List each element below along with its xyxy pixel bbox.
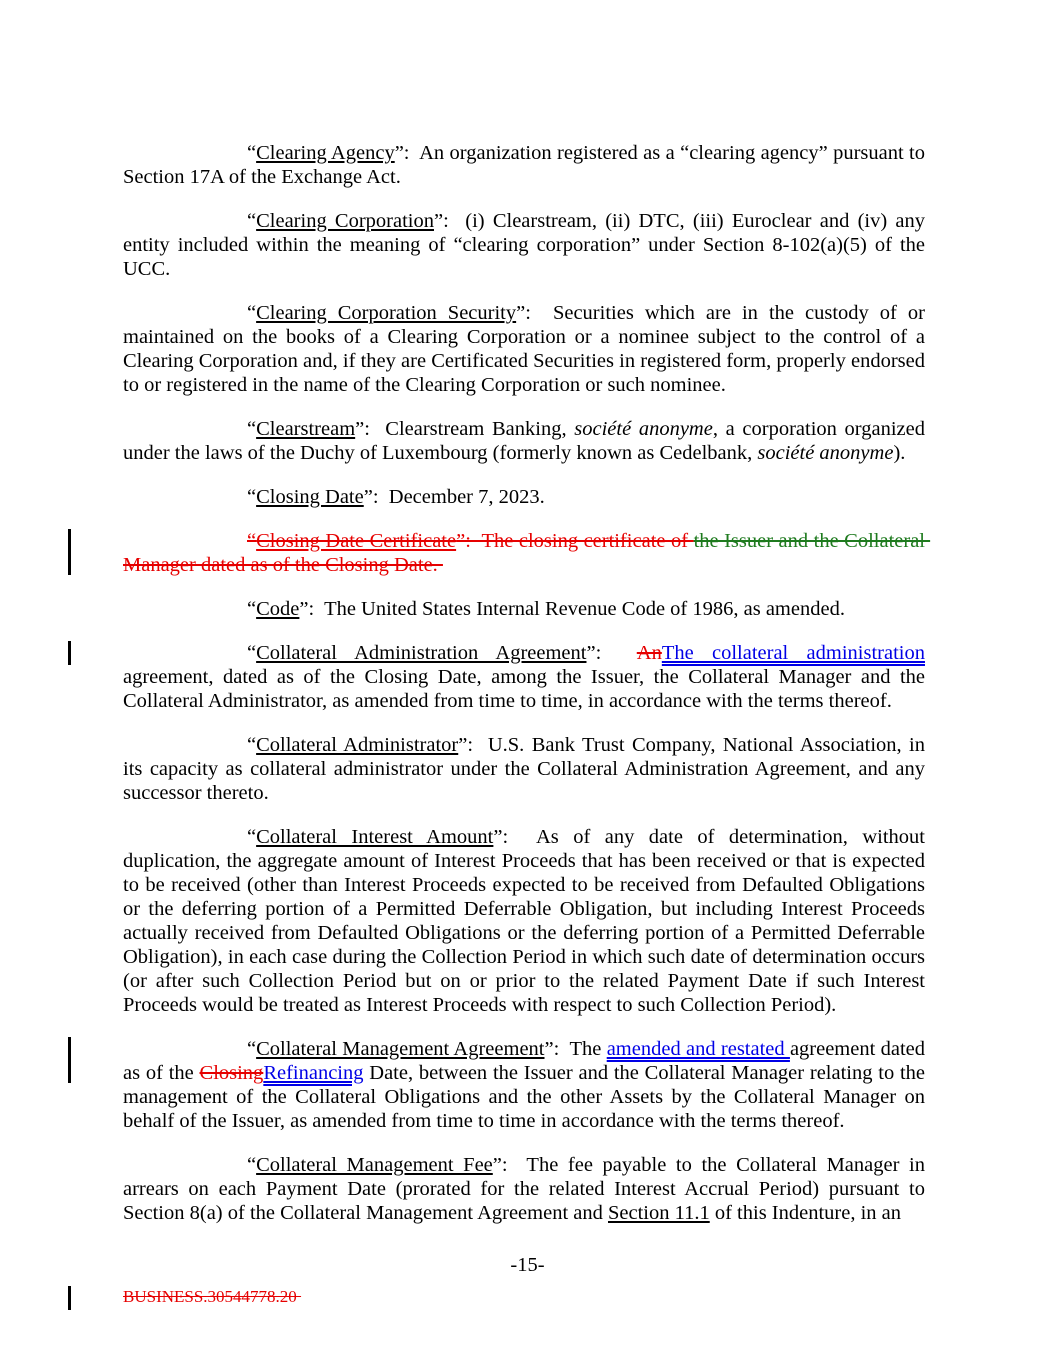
def-collateral-administrator <box>123 733 931 805</box>
body-text: “ <box>247 210 257 232</box>
defined-term: Code <box>256 598 300 620</box>
deleted-text: “ <box>247 530 257 552</box>
body-text: ”: The United States Internal Revenue Code of 1986, as amended. <box>299 598 845 620</box>
body-text: ”: As of any date of determination, without duplication, the aggregate amount of Interest Proceeds that has been received or that is expected to be received (other than Interest Proceeds expected to be received from Defaulted Obligations or the deferring portion of a Permitted Deferrable Obligation, but including Interest Proceeds actually received from Defaulted Obligations or the deferring portion of a Permitted Deferrable Obligation), in each case during the Collection Period in which such date of determination occurs (or after such Collection Period but on or prior to the related Payment Date if such Interest Proceeds would be treated as Interest Proceeds with respect to such Collection Period). <box>123 826 931 1016</box>
body-text: “ <box>247 826 257 848</box>
defined-term: Closing Date <box>256 486 364 508</box>
change-bar <box>68 529 71 575</box>
defined-term: Collateral Administrator <box>256 734 459 756</box>
page-number: -15- <box>510 1254 545 1276</box>
deleted-text: Manager dated as of the Closing Date. <box>123 554 443 576</box>
footer-document-id: BUSINESS.30544778.20 <box>123 1287 302 1306</box>
body-text: , a corporation organized under the laws of the Duchy of Luxembourg (formerly known as Cedelbank, <box>123 418 931 464</box>
def-collateral-interest-amount <box>123 825 931 1017</box>
def-clearing-corporation <box>123 209 931 281</box>
body-text: ”: The fee payable to the Collateral Manager in arrears on each Payment Date (prorated for the related Interest Accrual Period) pursuant to Section 8(a) of the Collateral Management Agreement and <box>123 1154 931 1224</box>
def-clearstream <box>123 417 931 465</box>
def-closing-date-certificate-deleted <box>123 529 931 577</box>
document-body <box>123 141 931 1245</box>
italic-term: société anonyme <box>757 442 894 464</box>
def-collateral-management-fee <box>123 1153 931 1225</box>
def-code <box>123 597 925 621</box>
change-bar <box>68 641 71 665</box>
defined-term: Collateral Administration Agreement <box>256 642 587 664</box>
body-text: “ <box>247 1154 257 1176</box>
body-text: ”: December 7, 2023. <box>363 486 545 508</box>
body-text: “ <box>247 302 257 324</box>
body-text: “ <box>247 734 257 756</box>
body-text: agreement, dated as of the Closing Date, among the Issuer, the Collateral Manager and the Collateral Administrator, as amended from time to time, in accordance with the terms thereof. <box>123 642 931 712</box>
defined-term: Clearstream <box>256 418 356 440</box>
def-collateral-management-agreement <box>123 1037 931 1133</box>
defined-term: Clearing Agency <box>256 142 395 164</box>
defined-term: Collateral Management Agreement <box>256 1038 545 1060</box>
body-text: “ <box>247 418 257 440</box>
body-text: ”: Securities which are in the custody of or maintained on the books of a Clearing Corporation or a nominee subject to the control of a Clearing Corporation and, if they are Certificated Securities in registered form, properly endorsed to or registered in the name of the Clearing Corporation or such nominee. <box>123 302 931 396</box>
defined-term: Collateral Interest Amount <box>256 826 494 848</box>
def-collateral-administration-agreement <box>123 641 931 713</box>
inserted-text: The collateral administration <box>661 642 925 664</box>
defined-term: Clearing Corporation <box>256 210 434 232</box>
body-text: ”: <box>586 642 637 664</box>
def-clearing-agency <box>123 141 931 189</box>
deleted-text: Closing <box>199 1062 264 1084</box>
inserted-text: Refinancing <box>263 1062 364 1084</box>
moved-deleted-text: the Issuer and the Collateral <box>693 530 931 552</box>
body-text: “ <box>247 598 257 620</box>
def-closing-date <box>123 485 925 509</box>
inserted-text: amended and restated <box>606 1038 790 1060</box>
def-clearing-corporation-security <box>123 301 931 397</box>
cross-reference: Section 11.1 <box>608 1202 710 1224</box>
body-text: “ <box>247 1038 257 1060</box>
deleted-text: ”: The closing certificate of <box>456 530 694 552</box>
body-text: ”: (i) Clearstream, (ii) DTC, (iii) Euroclear and (iv) any entity included within the meaning of “clearing corporation” under Section 8-102(a)(5) of the UCC. <box>123 210 931 280</box>
italic-term: société anonyme <box>574 418 713 440</box>
body-text: Date, between the Issuer and the Collateral Manager relating to the management of the Collateral Obligations and the other Assets by the Collateral Manager on behalf of the Issuer, as amended from time to time in accordance with the terms thereof. <box>123 1062 931 1132</box>
body-text: ”: U.S. Bank Trust Company, National Association, in its capacity as collateral administrator under the Collateral Administration Agreement, and any successor thereto. <box>123 734 931 804</box>
deleted-text: An <box>636 642 662 664</box>
body-text: of this Indenture, in an <box>709 1202 902 1224</box>
change-bar <box>68 1286 71 1310</box>
defined-term: Clearing Corporation Security <box>256 302 517 324</box>
body-text: agreement dated as of the <box>123 1038 931 1084</box>
body-text: ”: Clearstream Banking, <box>355 418 575 440</box>
body-text: “ <box>247 642 257 664</box>
defined-term: Collateral Management Fee <box>256 1154 493 1176</box>
deleted-defined-term: Closing Date Certificate <box>256 530 457 552</box>
body-text: “ <box>247 486 257 508</box>
body-text: ”: An organization registered as a “clearing agency” pursuant to Section 17A of the Exchange Act. <box>123 142 931 188</box>
body-text: ”: The <box>544 1038 607 1060</box>
change-bar <box>68 1037 71 1083</box>
body-text: ). <box>893 442 906 464</box>
body-text: “ <box>247 142 257 164</box>
